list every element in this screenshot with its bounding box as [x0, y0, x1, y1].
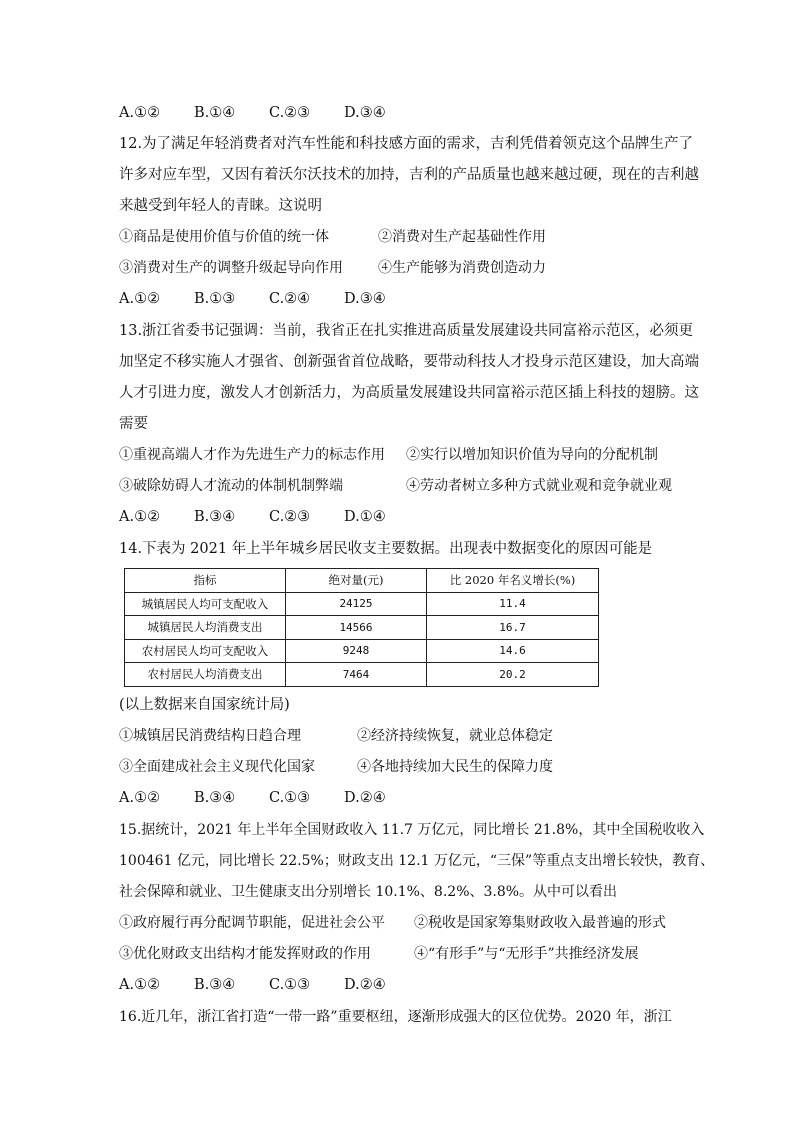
- row-absolute: 7464: [286, 663, 427, 687]
- row-absolute: 9248: [286, 639, 427, 663]
- q13-item-1: ①重视高端人才作为先进生产力的标志作用: [119, 447, 385, 463]
- q16-stem-line-1: 16.近几年，浙江省打造“一带一路”重要枢纽，逐渐形成强大的区位优势。2020 年，浙江: [119, 1009, 672, 1025]
- table-row: [125, 616, 599, 640]
- row-absolute: 24125: [286, 592, 427, 616]
- q13-stem-line-1: 13.浙江省委书记强调：当前，我省正在扎实推进高质量发展建设共同富裕示范区，必须更: [119, 323, 694, 339]
- row-absolute: 14566: [286, 616, 427, 640]
- q15-stem-line-1: 15.据统计，2021 年上半年全国财政收入 11.7 万亿元，同比增长 21.8%，其中全国税收收入: [119, 822, 705, 838]
- q12-option-d[interactable]: D.③④: [344, 291, 386, 307]
- header-growth: 比 2020 年名义增长(%): [427, 569, 599, 593]
- q13-option-b[interactable]: B.③④: [194, 509, 236, 525]
- header-absolute: 绝对量(元): [286, 569, 427, 593]
- q13-options: [119, 507, 419, 527]
- q11-option-b[interactable]: B.①④: [194, 105, 236, 121]
- q15-item-2: ②税收是国家筹集财政收入最普遍的形式: [414, 915, 666, 931]
- q11-option-d[interactable]: D.③④: [344, 105, 386, 121]
- q15-option-a[interactable]: A.①②: [119, 977, 161, 993]
- q15-options: [119, 975, 419, 995]
- q15-item-3: ③优化财政支出结构才能发挥财政的作用: [119, 946, 371, 962]
- q12-options: [119, 289, 419, 309]
- q13-item-3: ③破除妨碍人才流动的体制机制弊端: [119, 478, 343, 494]
- q15-option-c[interactable]: C.①③: [269, 977, 311, 993]
- q11-option-a[interactable]: A.①②: [119, 105, 161, 121]
- row-growth: 16.7: [427, 616, 599, 640]
- row-label: 城镇居民人均可支配收入: [125, 592, 286, 616]
- q13-option-c[interactable]: C.②③: [269, 509, 311, 525]
- header-indicator: 指标: [125, 569, 286, 593]
- row-growth: 20.2: [427, 663, 599, 687]
- q13-option-d[interactable]: D.①④: [344, 509, 386, 525]
- q14-options: [119, 788, 419, 808]
- row-growth: 11.4: [427, 592, 599, 616]
- table-row: [125, 639, 599, 663]
- q14-item-4: ④各地持续加大民生的保障力度: [357, 759, 553, 775]
- q12-option-c[interactable]: C.②④: [269, 291, 311, 307]
- q12-item-1: ①商品是使用价值与价值的统一体: [119, 229, 329, 245]
- q15-item-4: ④“有形手”与“无形手”共推经济发展: [414, 946, 639, 962]
- q12-option-b[interactable]: B.①③: [194, 291, 236, 307]
- q13-item-4: ④劳动者树立多种方式就业观和竞争就业观: [406, 478, 672, 494]
- q14-option-b[interactable]: B.③④: [194, 790, 236, 806]
- q12-item-4: ④生产能够为消费创造动力: [378, 260, 546, 276]
- q15-stem-line-3: 社会保障和就业、卫生健康支出分别增长 10.1%、8.2%、3.8%。从中可以看出: [119, 884, 618, 900]
- row-growth: 14.6: [427, 639, 599, 663]
- q15-item-1: ①政府履行再分配调节职能，促进社会公平: [119, 915, 385, 931]
- q12-item-2: ②消费对生产起基础性作用: [378, 229, 546, 245]
- q15-stem-line-2: 100461 亿元，同比增长 22.5%；财政支出 12.1 万亿元，“三保”等重点支出增长较快，教育、: [119, 853, 715, 869]
- q15-option-d[interactable]: D.②④: [344, 977, 386, 993]
- income-expenditure-table: [124, 568, 599, 687]
- q14-item-3: ③全面建成社会主义现代化国家: [119, 759, 315, 775]
- q12-stem-line-1: 12.为了满足年轻消费者对汽车性能和科技感方面的需求，吉利凭借着领克这个品牌生产了: [119, 136, 694, 152]
- q14-item-2: ②经济持续恢复，就业总体稳定: [357, 728, 553, 744]
- q13-item-2: ②实行以增加知识价值为导向的分配机制: [406, 447, 658, 463]
- q14-stem: 14.下表为 2021 年上半年城乡居民收支主要数据。出现表中数据变化的原因可能是: [119, 541, 653, 557]
- table-header-row: [125, 569, 599, 593]
- row-label: 农村居民人均可支配收入: [125, 639, 286, 663]
- q11-option-c[interactable]: C.②③: [269, 105, 311, 121]
- row-label: 城镇居民人均消费支出: [125, 616, 286, 640]
- q14-option-d[interactable]: D.②④: [344, 790, 386, 806]
- q14-option-a[interactable]: A.①②: [119, 790, 161, 806]
- q12-item-3: ③消费对生产的调整升级起导向作用: [119, 260, 343, 276]
- q11-options: [119, 103, 419, 123]
- q12-stem-line-2: 许多对应车型，又因有着沃尔沃技术的加持，吉利的产品质量也越来越过硬，现在的吉利越: [119, 167, 699, 183]
- q12-stem-line-3: 来越受到年轻人的青睐。这说明: [119, 198, 322, 214]
- q13-stem-line-2: 加坚定不移实施人才强省、创新强省首位战略，要带动科技人才投身示范区建设，加大高端: [119, 354, 699, 370]
- q14-option-c[interactable]: C.①③: [269, 790, 311, 806]
- row-label: 农村居民人均消费支出: [125, 663, 286, 687]
- q13-option-a[interactable]: A.①②: [119, 509, 161, 525]
- q13-stem-line-3: 人才引进力度，激发人才创新活力，为高质量发展建设共同富裕示范区插上科技的翅膀。这: [119, 385, 699, 401]
- table-row: [125, 663, 599, 687]
- q15-option-b[interactable]: B.③④: [194, 977, 236, 993]
- q12-option-a[interactable]: A.①②: [119, 291, 161, 307]
- q13-stem-line-4: 需要: [119, 416, 148, 432]
- table-row: [125, 592, 599, 616]
- q14-source-note: (以上数据来自国家统计局): [119, 697, 290, 713]
- q14-item-1: ①城镇居民消费结构日趋合理: [119, 728, 301, 744]
